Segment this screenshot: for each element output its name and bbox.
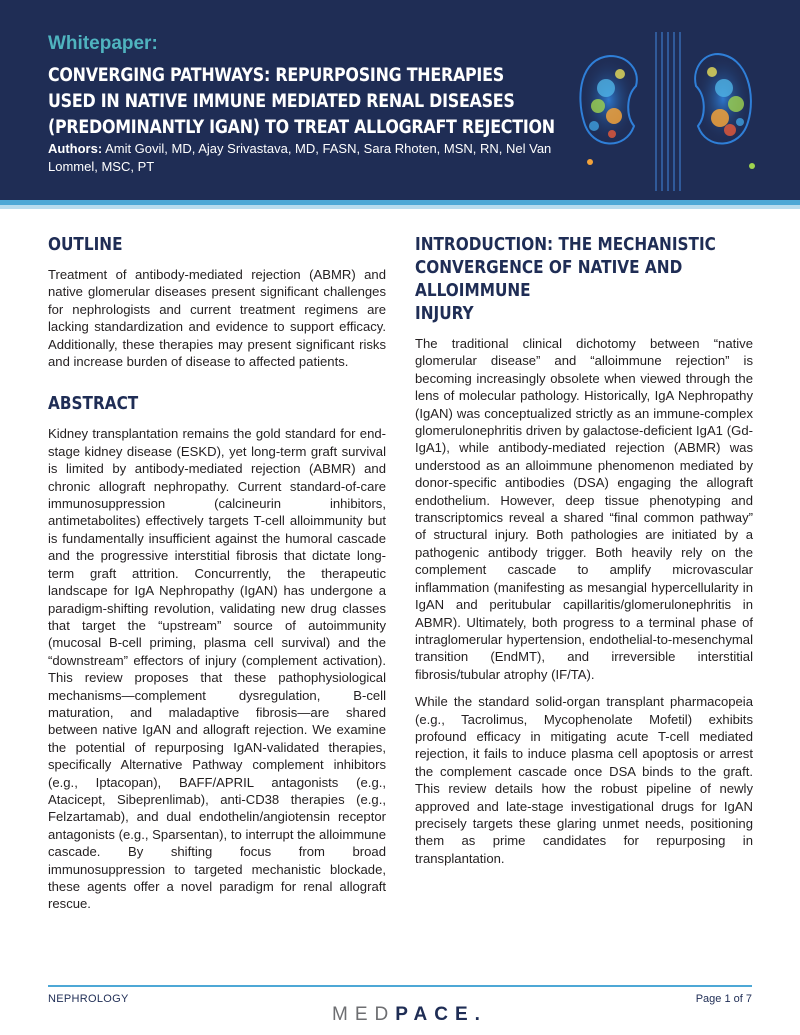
footer-section-label: NEPHROLOGY <box>48 993 129 1005</box>
document-type-label: Whitepaper: <box>48 33 158 54</box>
heading-line: CONVERGENCE OF NATIVE AND ALLOIMMUNE <box>415 257 683 301</box>
title-line: CONVERGING PATHWAYS: REPURPOSING THERAPIES <box>48 65 504 86</box>
introduction-paragraph: The traditional clinical dichotomy between “native glomerular disease” and “alloimmune rejection” is becoming increasingly obsolete when viewed through the lens of molecular pathology. Historically, IgA Nephropathy (IgAN) was conceptualized strictly as an immune-complex glomerulonephritis driven by galactose-deficient IgA1 (Gd-IgA1), while antibody-mediated rejection (ABMR) was understood as an alloimmune phenomenon mediated by donor-specific antibodies (DSA) engaging the allograft endothelium. However, deep tissue phenotyping and transcriptomics reveal a shared “final common pathway” of structural injury. Both pathologies are initiated by a pathogenic antibody trigger. Both heavily rely on the complement cascade to amplify microvascular inflammation (manifesting as mesangial hypercellularity in IgAN and peritubular capillaritis/glomerulonephritis in ABMR). Ultimately, both progress to a terminal phase of intraglomerular hypertension, endothelial-to-mesenchymal transition (EndMT), and irreversible interstitial fibrosis/tubular atrophy (IF/TA). <box>415 336 753 682</box>
abstract-body: Kidney transplantation remains the gold standard for end-stage kidney disease (ESKD), yet long-term graft survival is limited by antibody-mediated rejection (ABMR) and chronic allograft nephropathy. Current standard-of-care immunosuppression (calcineurin inhibitors, antimetabolites) effectively targets T-cell alloimmunity but is fundamentally insufficient against the humoral cascade and the progressive interstitial fibrosis that dictate long-term graft attrition. Concurrently, the therapeutic landscape for IgA Nephropathy (IgAN) has undergone a paradigm-shifting revolution, validating new drug classes that target the “upstream” source of autoimmunity (mucosal B-cell priming, plasma cell survival) and the “downstream” effectors of injury (complement activation). This review proposes that these pathophysiological mechanisms—complement dysregulation, B-cell maturation, and maladaptive fibrosis—are shared between native IgAN and allograft rejection. We examine the potential of repurposing IgAN-validated therapies, specifically Alternative Pathway complement inhibitors (e.g., Iptacopan), BAFF/APRIL antagonists (e.g., Atacicept, Sibeprenlimab), anti-CD38 therapies (e.g., Felzartamab), and dual endothelin/angiotensin receptor antagonists (e.g., Sparsentan), to interrupt the alloimmune cascade. By shifting focus from broad immunosuppression to targeted mechanistic blockade, these agents offer a novel paradigm for renal allograft rescue. <box>48 426 386 912</box>
outline-heading: OUTLINE <box>48 234 123 255</box>
introduction-paragraph: While the standard solid-organ transplant pharmacopeia (e.g., Tacrolimus, Mycophenolate Mofetil) exhibits profound efficacy in mitigating acute T-cell mediated rejection, it fails to induce plasma cell apoptosis or arrest the complement cascade once DSA binds to the graft. This review details how the robust pipeline of newly approved and late-stage investigational drugs for IgAN precisely targets these glaring unmet needs, positioning them as prime candidates for repurposing in transplantation. <box>415 694 753 866</box>
heading-line: INJURY <box>415 303 474 324</box>
medpace-logo <box>332 1004 487 1026</box>
header-banner <box>0 0 800 200</box>
left-kidney-icon <box>580 56 636 144</box>
outline-body: Treatment of antibody-mediated rejection (ABMR) and native glomerular diseases present significant challenges for nephrologists and current treatment regimens are lacking standardization and evidence to support efficacy. Additionally, these therapies may present significant risks and increase burden of disease to affected patients. <box>48 267 386 370</box>
footer-divider <box>48 985 752 987</box>
header-divider-light <box>0 205 800 209</box>
authors-names: Amit Govil, MD, Ajay Srivastava, MD, FASN, Sara Rhoten, MSN, RN, Nel Van Lommel, MSC, PT <box>48 141 552 174</box>
right-kidney-icon <box>695 54 751 144</box>
title-line: USED IN NATIVE IMMUNE MEDIATED RENAL DISEASES <box>48 91 515 112</box>
title-line: (PREDOMINANTLY IGAN) TO TREAT ALLOGRAFT REJECTION <box>48 117 555 138</box>
introduction-heading <box>415 233 755 325</box>
right-column <box>415 233 753 867</box>
authors-label: Authors: <box>48 141 103 156</box>
left-column <box>48 233 386 913</box>
authors <box>48 140 568 176</box>
heading-line: INTRODUCTION: THE MECHANISTIC <box>415 234 716 255</box>
logo-text-left: MED <box>332 1004 396 1025</box>
kidney-illustration <box>570 26 770 194</box>
page-number: Page 1 of 7 <box>695 993 752 1005</box>
document-title <box>48 63 555 141</box>
abstract-heading: ABSTRACT <box>48 393 139 415</box>
logo-text-right: PACE. <box>395 1004 487 1025</box>
